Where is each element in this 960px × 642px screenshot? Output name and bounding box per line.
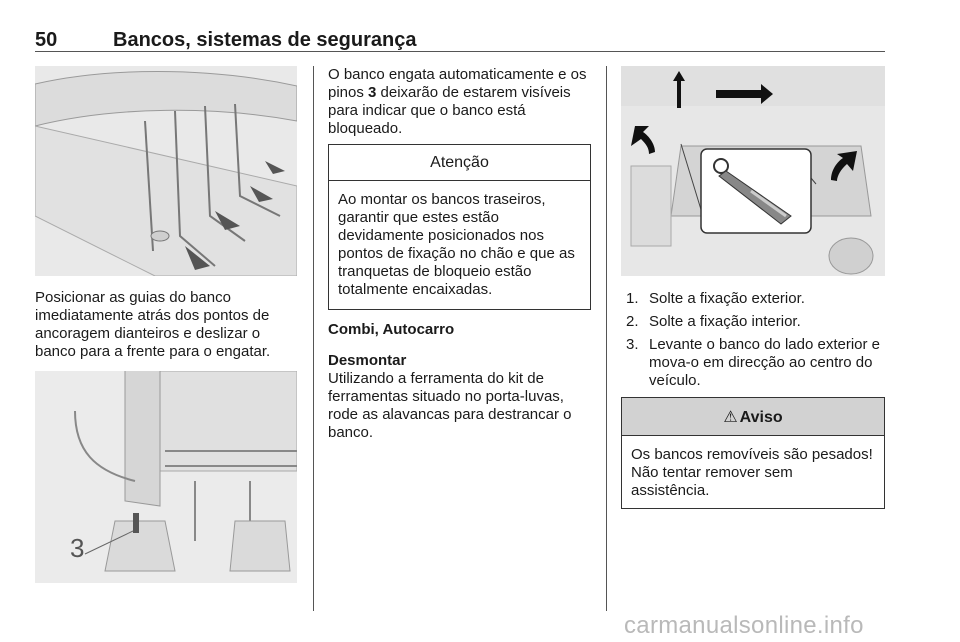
figure1-caption: Posicionar as guias do banco imediatamente atrás dos pontos de ancoragem dianteiros e deslizar o banco para a frente para o engatar. — [35, 289, 271, 360]
intro-bold-ref: 3 — [368, 84, 377, 101]
step-text: Solte a fixação exterior. — [649, 290, 805, 307]
warning-triangle-icon: ⚠ — [723, 409, 738, 426]
intro-text-1: O banco engata automaticamente e os pinos — [328, 66, 587, 101]
warning-text: Os bancos removíveis são pesados! Não tentar remover sem assistência. — [631, 446, 873, 499]
removal-paragraph: Utilizando a ferramenta do kit de ferramentas situado no porta-luvas, rode as alavancas para destrancar o banco. — [328, 370, 572, 441]
step-number: 3. — [626, 336, 639, 353]
step-item — [626, 336, 885, 390]
step-text: Solte a fixação interior. — [649, 313, 801, 330]
step-number: 1. — [626, 290, 639, 307]
warning-box — [621, 397, 885, 509]
seat-rails-drawing — [35, 66, 297, 276]
column-divider-right — [606, 66, 607, 611]
warning-heading — [622, 398, 884, 436]
page-title: Bancos, sistemas de segurança — [113, 29, 417, 51]
seat-rails-illustration — [35, 66, 297, 276]
header-rule — [35, 51, 885, 52]
attention-box — [328, 144, 591, 310]
attention-text: Ao montar os bancos traseiros, garantir que estes estão devidamente posicionados nos pontos de fixação no chão e que as tranquetas de bloqueio estão totalmente encaixadas. — [338, 191, 575, 298]
intro-text-2: deixarão de estarem visíveis para indicar que o banco está bloqueado. — [328, 84, 571, 137]
pin-callout-label: 3 — [70, 533, 85, 563]
step-item — [626, 313, 885, 331]
attention-heading: Atenção — [329, 145, 590, 181]
step-item — [626, 290, 885, 308]
section-heading: Combi, Autocarro — [328, 321, 455, 338]
intro-paragraph — [328, 66, 593, 138]
page-number: 50 — [35, 29, 58, 51]
subheading-desmontar: Desmontar — [328, 352, 407, 369]
release-lever-illustration — [621, 66, 885, 276]
watermark: carmanualsonline.info — [624, 612, 864, 639]
step-number: 2. — [626, 313, 639, 330]
column-divider-left — [313, 66, 314, 611]
step-text: Levante o banco do lado exterior e mova-o em direcção ao centro do veículo. — [649, 336, 880, 389]
release-lever-drawing — [621, 66, 885, 276]
removal-steps-list — [626, 290, 885, 395]
warning-heading-text: Aviso — [739, 409, 783, 426]
